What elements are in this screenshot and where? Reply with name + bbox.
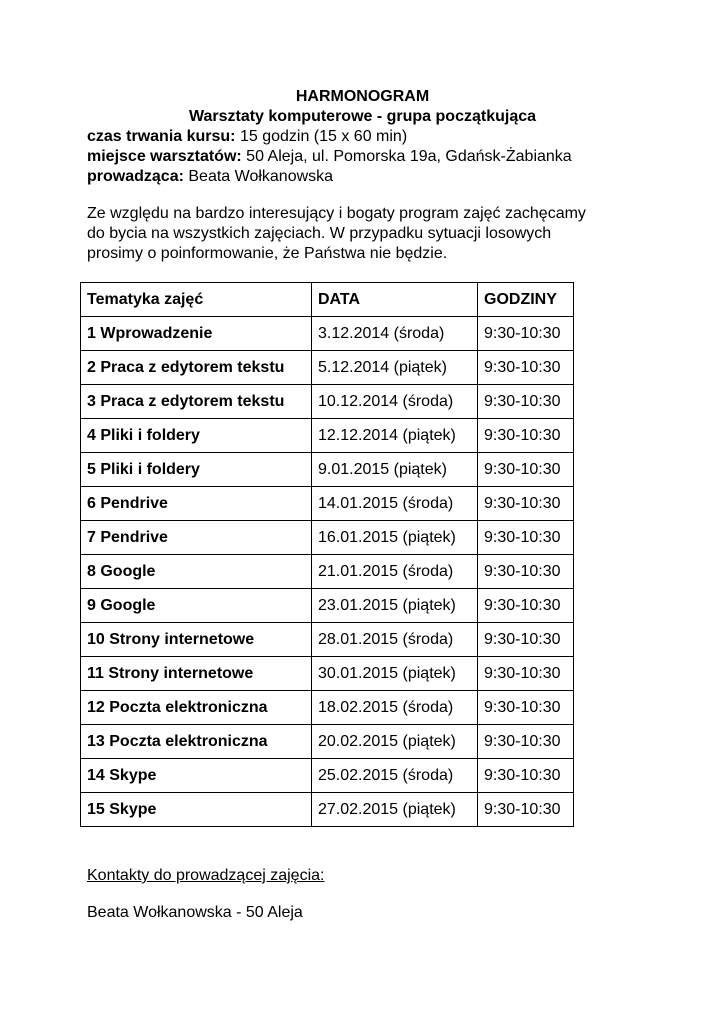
cell-topic: 9 Google xyxy=(81,589,312,623)
intro-line: prosimy o poinformowanie, że Państwa nie będzie. xyxy=(87,245,448,262)
table-row xyxy=(81,453,574,487)
cell-topic: 15 Skype xyxy=(81,793,312,827)
cell-date: 21.01.2015 (środa) xyxy=(312,555,478,589)
table-row xyxy=(81,657,574,691)
cell-date: 14.01.2015 (środa) xyxy=(312,487,478,521)
course-duration xyxy=(87,127,407,147)
cell-date: 27.02.2015 (piątek) xyxy=(312,793,478,827)
header-hours: GODZINY xyxy=(478,283,574,317)
table-row xyxy=(81,521,574,555)
schedule-table xyxy=(80,282,574,827)
header-date: DATA xyxy=(312,283,478,317)
table-row xyxy=(81,419,574,453)
intro-line: Ze względu na bardzo interesujący i bogaty program zajęć zachęcamy xyxy=(87,205,586,222)
intro-line: do bycia na wszystkich zajęciach. W przypadku sytuacji losowych xyxy=(87,225,552,242)
cell-hours: 9:30-10:30 xyxy=(478,589,574,623)
workshop-location xyxy=(87,147,572,167)
header-topic: Tematyka zajęć xyxy=(81,283,312,317)
table-row xyxy=(81,725,574,759)
cell-date: 12.12.2014 (piątek) xyxy=(312,419,478,453)
cell-hours: 9:30-10:30 xyxy=(478,453,574,487)
cell-topic: 6 Pendrive xyxy=(81,487,312,521)
cell-hours: 9:30-10:30 xyxy=(478,385,574,419)
cell-topic: 14 Skype xyxy=(81,759,312,793)
cell-hours: 9:30-10:30 xyxy=(478,759,574,793)
cell-topic: 11 Strony internetowe xyxy=(81,657,312,691)
cell-date: 30.01.2015 (piątek) xyxy=(312,657,478,691)
cell-topic: 4 Pliki i foldery xyxy=(81,419,312,453)
cell-hours: 9:30-10:30 xyxy=(478,623,574,657)
instructor-value: Beata Wołkanowska xyxy=(183,168,334,185)
document-subtitle: Warsztaty komputerowe - grupa początkująca xyxy=(188,108,537,125)
intro-paragraph xyxy=(87,204,647,264)
cell-topic: 7 Pendrive xyxy=(81,521,312,555)
course-duration-label: czas trwania kursu: xyxy=(87,128,236,145)
cell-date: 5.12.2014 (piątek) xyxy=(312,351,478,385)
contacts-heading: Kontakty do prowadzącej zajęcia: xyxy=(87,867,325,884)
cell-date: 28.01.2015 (środa) xyxy=(312,623,478,657)
cell-topic: 13 Poczta elektroniczna xyxy=(81,725,312,759)
cell-topic: 5 Pliki i foldery xyxy=(81,453,312,487)
instructor xyxy=(87,167,333,187)
cell-topic: 10 Strony internetowe xyxy=(81,623,312,657)
cell-date: 23.01.2015 (piątek) xyxy=(312,589,478,623)
table-row xyxy=(81,317,574,351)
cell-hours: 9:30-10:30 xyxy=(478,725,574,759)
table-row xyxy=(81,487,574,521)
cell-hours: 9:30-10:30 xyxy=(478,793,574,827)
document-title: HARMONOGRAM xyxy=(295,88,430,105)
cell-hours: 9:30-10:30 xyxy=(478,487,574,521)
cell-topic: 12 Poczta elektroniczna xyxy=(81,691,312,725)
cell-date: 9.01.2015 (piątek) xyxy=(312,453,478,487)
instructor-label: prowadząca: xyxy=(87,168,184,185)
schedule-body xyxy=(81,317,574,827)
table-row xyxy=(81,555,574,589)
cell-hours: 9:30-10:30 xyxy=(478,691,574,725)
workshop-location-label: miejsce warsztatów: xyxy=(87,148,242,165)
table-row xyxy=(81,691,574,725)
table-row xyxy=(81,385,574,419)
table-row xyxy=(81,623,574,657)
cell-date: 16.01.2015 (piątek) xyxy=(312,521,478,555)
cell-hours: 9:30-10:30 xyxy=(478,521,574,555)
cell-topic: 8 Google xyxy=(81,555,312,589)
cell-date: 25.02.2015 (środa) xyxy=(312,759,478,793)
cell-topic: 2 Praca z edytorem tekstu xyxy=(81,351,312,385)
cell-hours: 9:30-10:30 xyxy=(478,351,574,385)
cell-hours: 9:30-10:30 xyxy=(478,419,574,453)
cell-hours: 9:30-10:30 xyxy=(478,555,574,589)
table-header-row xyxy=(81,283,574,317)
table-row xyxy=(81,759,574,793)
table-row xyxy=(81,351,574,385)
cell-hours: 9:30-10:30 xyxy=(478,317,574,351)
table-row xyxy=(81,589,574,623)
table-row xyxy=(81,793,574,827)
workshop-location-value: 50 Aleja, ul. Pomorska 19a, Gdańsk-Żabianka xyxy=(241,148,572,165)
cell-hours: 9:30-10:30 xyxy=(478,657,574,691)
contacts-person: Beata Wołkanowska - 50 Aleja xyxy=(87,904,303,921)
cell-topic: 3 Praca z edytorem tekstu xyxy=(81,385,312,419)
cell-date: 3.12.2014 (środa) xyxy=(312,317,478,351)
course-duration-value: 15 godzin (15 x 60 min) xyxy=(235,128,408,145)
cell-topic: 1 Wprowadzenie xyxy=(81,317,312,351)
cell-date: 20.02.2015 (piątek) xyxy=(312,725,478,759)
cell-date: 18.02.2015 (środa) xyxy=(312,691,478,725)
cell-date: 10.12.2014 (środa) xyxy=(312,385,478,419)
